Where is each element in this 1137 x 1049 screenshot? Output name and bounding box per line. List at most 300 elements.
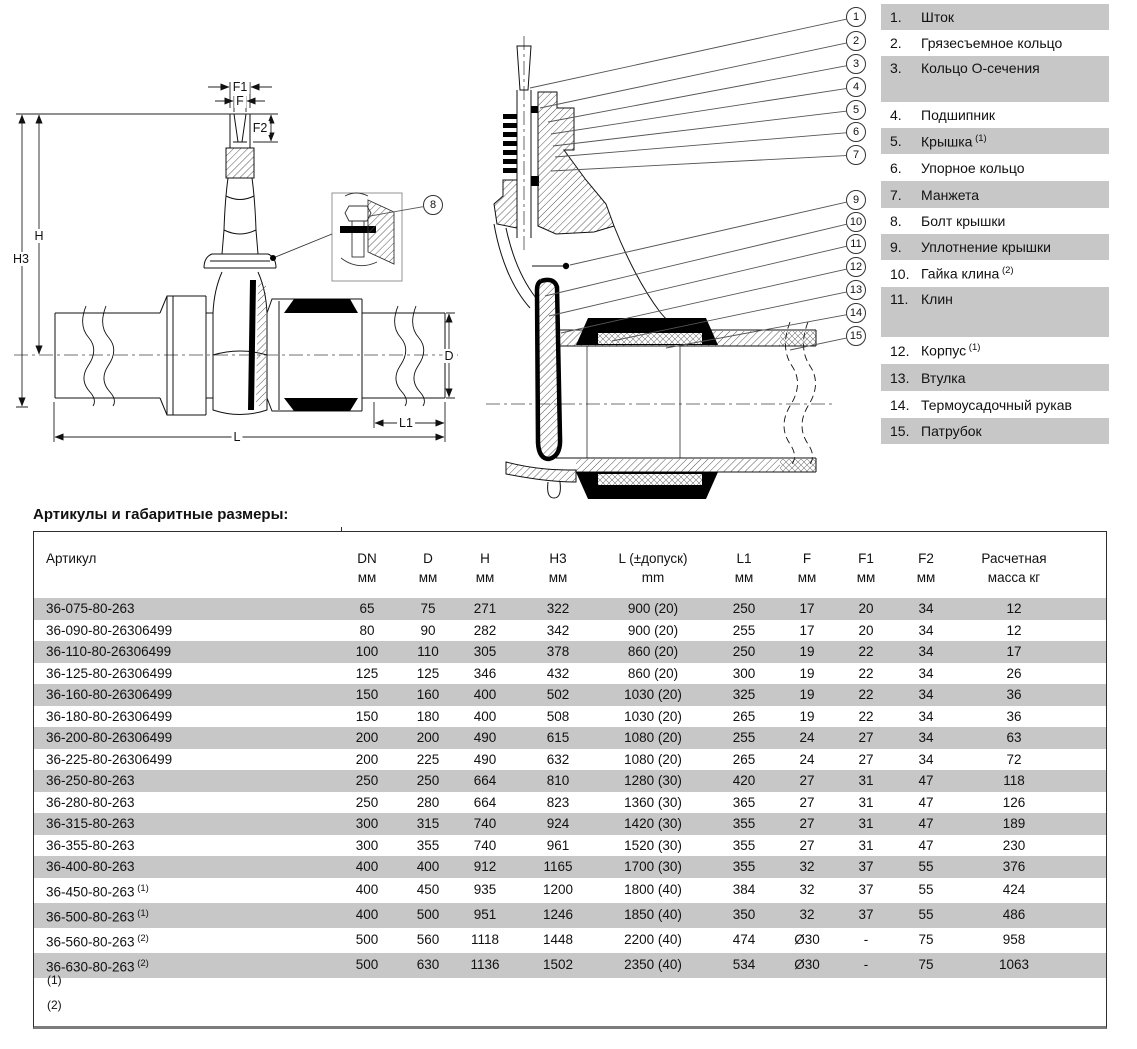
value-cell: 31 <box>830 770 902 792</box>
value-cell: 265 <box>732 708 756 724</box>
dimension-label-h: H <box>34 229 44 243</box>
value-cell: 31 <box>830 813 902 835</box>
legend-item-label: Упорное кольцо <box>921 159 1025 176</box>
article-cell: 36-560-80-263 $^{(2)}$ <box>46 932 149 949</box>
column-header: F <box>802 551 812 566</box>
value-cell: 474 <box>732 932 756 948</box>
value-cell: 378 <box>514 641 602 663</box>
table-row <box>34 641 1106 663</box>
legend-item-2 <box>881 30 1109 56</box>
article-cell: 36-075-80-263 <box>34 598 334 620</box>
column-header <box>34 567 334 598</box>
legend-item-14 <box>881 391 1109 418</box>
callout-9: 9 <box>846 190 866 210</box>
footnote-marker: (1) <box>966 342 981 354</box>
article-cell: 36-200-80-26306499 <box>34 727 334 749</box>
article-cell: 36-450-80-263 $^{(1)}$ <box>46 882 149 899</box>
value-cell: 24 <box>784 727 830 749</box>
value-cell: 22 <box>830 684 902 706</box>
value-cell: 1118 <box>470 932 500 948</box>
table-header <box>34 532 1106 598</box>
value-cell: 189 <box>950 813 1106 835</box>
legend-item-label: Шток <box>921 9 954 25</box>
value-cell: 271 <box>456 598 514 620</box>
column-header: F2 <box>918 551 934 566</box>
legend-item-number: 6. <box>890 159 902 176</box>
column-header: мм <box>475 570 495 585</box>
value-cell: 365 <box>732 794 756 810</box>
value-cell: 90 <box>420 622 436 638</box>
value-cell: 282 <box>473 622 497 638</box>
value-cell: 376 <box>950 856 1106 878</box>
legend-item-number: 9. <box>890 239 902 255</box>
value-cell: 1136 <box>456 953 514 978</box>
value-cell: 486 <box>950 903 1106 928</box>
value-cell: 20 <box>830 598 902 620</box>
value-cell: 740 <box>473 837 497 853</box>
value-cell: 300 <box>732 665 756 681</box>
value-cell: 32 <box>799 882 815 898</box>
value-cell: 1165 <box>514 856 602 878</box>
value-cell: Ø30 <box>784 953 830 978</box>
footnote-marker: (1) <box>972 132 987 144</box>
value-cell: 615 <box>514 727 602 749</box>
value-cell: 1520 (30) <box>624 837 682 853</box>
table-row <box>34 770 1106 792</box>
value-cell: 80 <box>359 622 375 638</box>
table-row <box>34 813 1106 835</box>
value-cell: 17 <box>784 598 830 620</box>
legend-item-7 <box>881 181 1109 208</box>
valve-section-view <box>486 36 832 499</box>
legend-item-number: 14. <box>890 396 910 413</box>
value-cell: 300 <box>355 837 379 853</box>
legend-item-8 <box>881 208 1109 234</box>
value-cell: 500 <box>400 903 456 928</box>
footnote-2: (2) <box>47 998 62 1012</box>
value-cell: 180 <box>416 708 440 724</box>
value-cell: 1850 (40) <box>602 903 704 928</box>
dimensions-table-wrap <box>33 531 1107 1029</box>
value-cell: 126 <box>1002 794 1026 810</box>
footnote-marker: (1) <box>134 907 149 919</box>
value-cell: 37 <box>830 856 902 878</box>
table-row <box>34 663 1106 685</box>
legend-item-3 <box>881 56 1109 102</box>
article-cell: 36-280-80-263 <box>46 794 135 810</box>
column-header: D <box>423 551 433 566</box>
value-cell: 1030 (20) <box>624 708 682 724</box>
value-cell: 27 <box>784 770 830 792</box>
legend-item-number: 8. <box>890 213 902 229</box>
value-cell: 305 <box>456 641 514 663</box>
value-cell: 34 <box>918 665 934 681</box>
value-cell: 424 <box>1002 882 1026 898</box>
value-cell: 34 <box>902 598 950 620</box>
value-cell: 200 <box>400 727 456 749</box>
value-cell: 1200 <box>542 882 574 898</box>
value-cell: 200 <box>355 751 379 767</box>
value-cell: 250 <box>704 641 784 663</box>
value-cell: 1502 <box>514 953 602 978</box>
callout-12: 12 <box>846 257 866 277</box>
dimension-label-l: L <box>233 430 241 444</box>
value-cell: 2350 (40) <box>602 953 704 978</box>
value-cell: 250 <box>355 794 379 810</box>
value-cell: 230 <box>1002 837 1026 853</box>
value-cell: 355 <box>704 813 784 835</box>
value-cell: 32 <box>784 903 830 928</box>
value-cell: 420 <box>704 770 784 792</box>
value-cell: 63 <box>950 727 1106 749</box>
value-cell: 355 <box>416 837 440 853</box>
column-header: мм <box>357 570 377 585</box>
callout-1: 1 <box>846 7 866 27</box>
table-row <box>34 620 1106 642</box>
value-cell: 961 <box>546 837 570 853</box>
value-cell: 125 <box>355 665 379 681</box>
value-cell: 490 <box>456 727 514 749</box>
legend-item-label: Крышка $^{(1)}$ <box>921 132 987 150</box>
value-cell: 32 <box>784 856 830 878</box>
table-header-row <box>34 532 1106 567</box>
article-cell: 36-500-80-263 $^{(1)}$ <box>34 903 334 928</box>
article-cell: 36-160-80-26306499 <box>34 684 334 706</box>
value-cell: 1280 (30) <box>602 770 704 792</box>
value-cell: Ø30 <box>794 932 820 948</box>
table-row <box>34 706 1106 728</box>
value-cell: 12 <box>1006 622 1022 638</box>
value-cell: 19 <box>799 665 815 681</box>
value-cell: 12 <box>950 598 1106 620</box>
footnote-marker: (1) <box>134 882 149 894</box>
value-cell: 250 <box>334 770 400 792</box>
value-cell: 225 <box>416 751 440 767</box>
legend-item-11 <box>881 287 1109 337</box>
callout-5: 5 <box>846 100 866 120</box>
value-cell: 1080 (20) <box>602 727 704 749</box>
value-cell: 36 <box>1006 708 1022 724</box>
value-cell: 31 <box>858 837 874 853</box>
value-cell: 924 <box>514 813 602 835</box>
value-cell: 500 <box>334 953 400 978</box>
parts-legend <box>881 4 1109 444</box>
value-cell: 315 <box>400 813 456 835</box>
footnote-marker: (2) <box>134 957 149 969</box>
value-cell: 632 <box>546 751 570 767</box>
callout-4: 4 <box>846 77 866 97</box>
value-cell: 55 <box>902 903 950 928</box>
value-cell: 200 <box>334 727 400 749</box>
callout-15: 15 <box>846 326 866 346</box>
legend-item-number: 5. <box>890 133 902 149</box>
value-cell: 1063 <box>950 953 1106 978</box>
value-cell: 22 <box>858 665 874 681</box>
value-cell: 100 <box>334 641 400 663</box>
legend-item-number: 12. <box>890 342 910 359</box>
column-header: Артикул <box>46 551 97 566</box>
table-row <box>34 727 1106 749</box>
table-row <box>34 684 1106 706</box>
dimension-label-l1: L1 <box>399 416 413 430</box>
legend-item-label: Гайка клина $^{(2)}$ <box>921 265 1014 282</box>
legend-item-number: 1. <box>890 9 902 25</box>
callout-13: 13 <box>846 280 866 300</box>
column-header: Расчетная <box>981 551 1047 566</box>
table-row <box>34 598 1106 620</box>
value-cell: 110 <box>400 641 456 663</box>
callout-6: 6 <box>846 122 866 142</box>
legend-item-number: 13. <box>890 369 910 386</box>
value-cell: 2200 (40) <box>624 932 682 948</box>
legend-item-15 <box>881 418 1109 444</box>
legend-item-label: Уплотнение крышки <box>921 239 1051 255</box>
callout-8: 8 <box>423 195 443 215</box>
value-cell: 500 <box>355 932 379 948</box>
value-cell: - <box>863 932 869 948</box>
value-cell: 1360 (30) <box>624 794 682 810</box>
value-cell: 118 <box>950 770 1106 792</box>
value-cell: 630 <box>400 953 456 978</box>
value-cell: 342 <box>546 622 570 638</box>
value-cell: 958 <box>1002 932 1026 948</box>
value-cell: 900 (20) <box>602 598 704 620</box>
legend-item-number: 11. <box>890 291 909 307</box>
value-cell: 36 <box>950 684 1106 706</box>
legend-item-10 <box>881 260 1109 287</box>
column-header: масса кг <box>987 570 1041 585</box>
value-cell: 1080 (20) <box>624 751 682 767</box>
callout-2: 2 <box>846 31 866 51</box>
value-cell: 27 <box>858 751 874 767</box>
value-cell: 34 <box>918 708 934 724</box>
value-cell: 400 <box>355 882 379 898</box>
table-row <box>34 878 1106 903</box>
column-header: мм <box>548 570 568 585</box>
legend-item-label: Корпус $^{(1)}$ <box>921 342 981 359</box>
legend-item-number: 4. <box>890 107 902 123</box>
value-cell: 255 <box>704 727 784 749</box>
value-cell: 810 <box>514 770 602 792</box>
column-header: mm <box>641 570 665 585</box>
value-cell: 912 <box>456 856 514 878</box>
value-cell: 34 <box>902 684 950 706</box>
value-cell: 265 <box>732 751 756 767</box>
value-cell: 22 <box>830 641 902 663</box>
legend-item-label: Грязесъемное кольцо <box>921 35 1063 51</box>
value-cell: 1448 <box>542 932 574 948</box>
table-row <box>34 928 1106 953</box>
value-cell: 24 <box>799 751 815 767</box>
legend-item-label: Втулка <box>921 369 966 386</box>
value-cell: 27 <box>784 813 830 835</box>
article-cell: 36-315-80-263 <box>34 813 334 835</box>
column-header: мм <box>418 570 438 585</box>
value-cell: 75 <box>400 598 456 620</box>
legend-item-5 <box>881 128 1109 154</box>
value-cell: 400 <box>334 903 400 928</box>
callout-10: 10 <box>846 212 866 232</box>
legend-item-4 <box>881 102 1109 128</box>
value-cell: 935 <box>473 882 497 898</box>
table-header-row <box>34 567 1106 598</box>
value-cell: 34 <box>902 641 950 663</box>
dimensions-table <box>34 532 1106 978</box>
footnote-1: (1) <box>47 973 62 987</box>
value-cell: 502 <box>514 684 602 706</box>
legend-item-label: Кольцо О-сечения <box>921 60 1040 76</box>
value-cell: 22 <box>858 708 874 724</box>
callout-11: 11 <box>846 234 866 254</box>
article-cell: 36-125-80-26306499 <box>46 665 173 681</box>
table-title: Артикулы и габаритные размеры: <box>33 506 289 523</box>
value-cell: 26 <box>1006 665 1022 681</box>
legend-item-1 <box>881 4 1109 30</box>
value-cell: 400 <box>473 708 497 724</box>
value-cell: 37 <box>830 903 902 928</box>
callout-14: 14 <box>846 303 866 323</box>
value-cell: 160 <box>400 684 456 706</box>
dimension-label-f1: F1 <box>232 80 248 94</box>
legend-item-number: 3. <box>890 60 902 76</box>
value-cell: 664 <box>456 770 514 792</box>
value-cell: 325 <box>704 684 784 706</box>
value-cell: 47 <box>918 837 934 853</box>
column-header: мм <box>734 570 754 585</box>
table-row <box>34 953 1106 978</box>
legend-item-6 <box>881 154 1109 181</box>
value-cell: 31 <box>858 794 874 810</box>
callout-3: 3 <box>846 54 866 74</box>
table-row <box>34 856 1106 878</box>
legend-item-label: Патрубок <box>921 423 982 439</box>
dimension-label-f2: F2 <box>252 121 268 135</box>
value-cell: 322 <box>514 598 602 620</box>
dimension-label-d: D <box>444 349 454 363</box>
detail-box <box>270 193 402 281</box>
footnote-marker: (2) <box>999 265 1014 277</box>
value-cell: 34 <box>902 727 950 749</box>
table-row <box>34 749 1106 771</box>
value-cell: 534 <box>704 953 784 978</box>
article-cell: 36-250-80-263 <box>34 770 334 792</box>
value-cell: 47 <box>902 770 950 792</box>
value-cell: 664 <box>473 794 497 810</box>
legend-item-label: Клин <box>921 291 953 307</box>
value-cell: 1800 (40) <box>624 882 682 898</box>
value-cell: 280 <box>416 794 440 810</box>
valve-side-view <box>14 114 458 415</box>
value-cell: 150 <box>355 708 379 724</box>
legend-item-13 <box>881 364 1109 391</box>
legend-item-label: Подшипник <box>921 107 996 123</box>
value-cell: 346 <box>473 665 497 681</box>
dimension-label-h3: H3 <box>13 252 29 266</box>
table-row <box>34 835 1106 857</box>
legend-item-9 <box>881 234 1109 260</box>
header-tick <box>341 527 342 532</box>
value-cell: 75 <box>918 932 934 948</box>
value-cell: 20 <box>858 622 874 638</box>
legend-item-number: 2. <box>890 35 902 51</box>
value-cell: 560 <box>416 932 440 948</box>
table-row <box>34 792 1106 814</box>
value-cell: 27 <box>799 794 815 810</box>
value-cell: 1700 (30) <box>602 856 704 878</box>
callout-7: 7 <box>846 145 866 165</box>
value-cell: 384 <box>732 882 756 898</box>
value-cell: 37 <box>858 882 874 898</box>
value-cell: 508 <box>546 708 570 724</box>
value-cell: 740 <box>456 813 514 835</box>
value-cell: 300 <box>334 813 400 835</box>
value-cell: 255 <box>732 622 756 638</box>
column-header: мм <box>856 570 876 585</box>
legend-item-label: Манжета <box>921 186 980 203</box>
dimensions-table-body <box>34 598 1106 978</box>
value-cell: 823 <box>546 794 570 810</box>
value-cell: 1420 (30) <box>602 813 704 835</box>
legend-item-number: 7. <box>890 186 902 203</box>
legend-item-label: Термоусадочный рукав <box>921 396 1072 413</box>
value-cell: 951 <box>456 903 514 928</box>
footnote-marker: (2) <box>134 932 149 944</box>
value-cell: 17 <box>799 622 815 638</box>
column-header: H3 <box>549 551 567 566</box>
value-cell: 400 <box>334 856 400 878</box>
article-cell: 36-630-80-263 $^{(2)}$ <box>34 953 334 978</box>
article-cell: 36-225-80-26306499 <box>46 751 173 767</box>
value-cell: 47 <box>918 794 934 810</box>
value-cell: 27 <box>799 837 815 853</box>
value-cell: 19 <box>799 708 815 724</box>
value-cell: 150 <box>334 684 400 706</box>
value-cell: 450 <box>416 882 440 898</box>
value-cell: 27 <box>830 727 902 749</box>
legend-item-12 <box>881 337 1109 364</box>
value-cell: 400 <box>456 684 514 706</box>
value-cell: 250 <box>400 770 456 792</box>
value-cell: 250 <box>704 598 784 620</box>
column-header: мм <box>916 570 936 585</box>
value-cell: 355 <box>704 856 784 878</box>
column-header: F1 <box>858 551 874 566</box>
value-cell: 47 <box>902 813 950 835</box>
article-cell: 36-110-80-26306499 <box>34 641 334 663</box>
value-cell: 125 <box>416 665 440 681</box>
legend-item-label: Болт крышки <box>921 213 1006 229</box>
value-cell: 55 <box>918 882 934 898</box>
value-cell: 72 <box>1006 751 1022 767</box>
dimension-label-f: F <box>236 94 244 108</box>
value-cell: 55 <box>902 856 950 878</box>
legend-item-number: 15. <box>890 423 910 439</box>
value-cell: 17 <box>950 641 1106 663</box>
value-cell: - <box>830 953 902 978</box>
column-header: L1 <box>736 551 752 566</box>
table-row <box>34 903 1106 928</box>
value-cell: 490 <box>473 751 497 767</box>
column-header: L (±допуск) <box>618 551 688 566</box>
value-cell: 860 (20) <box>602 641 704 663</box>
value-cell: 1030 (20) <box>602 684 704 706</box>
value-cell: 19 <box>784 641 830 663</box>
value-cell: 432 <box>546 665 570 681</box>
value-cell: 355 <box>732 837 756 853</box>
value-cell: 75 <box>902 953 950 978</box>
value-cell: 1246 <box>514 903 602 928</box>
article-cell: 36-180-80-26306499 <box>46 708 173 724</box>
